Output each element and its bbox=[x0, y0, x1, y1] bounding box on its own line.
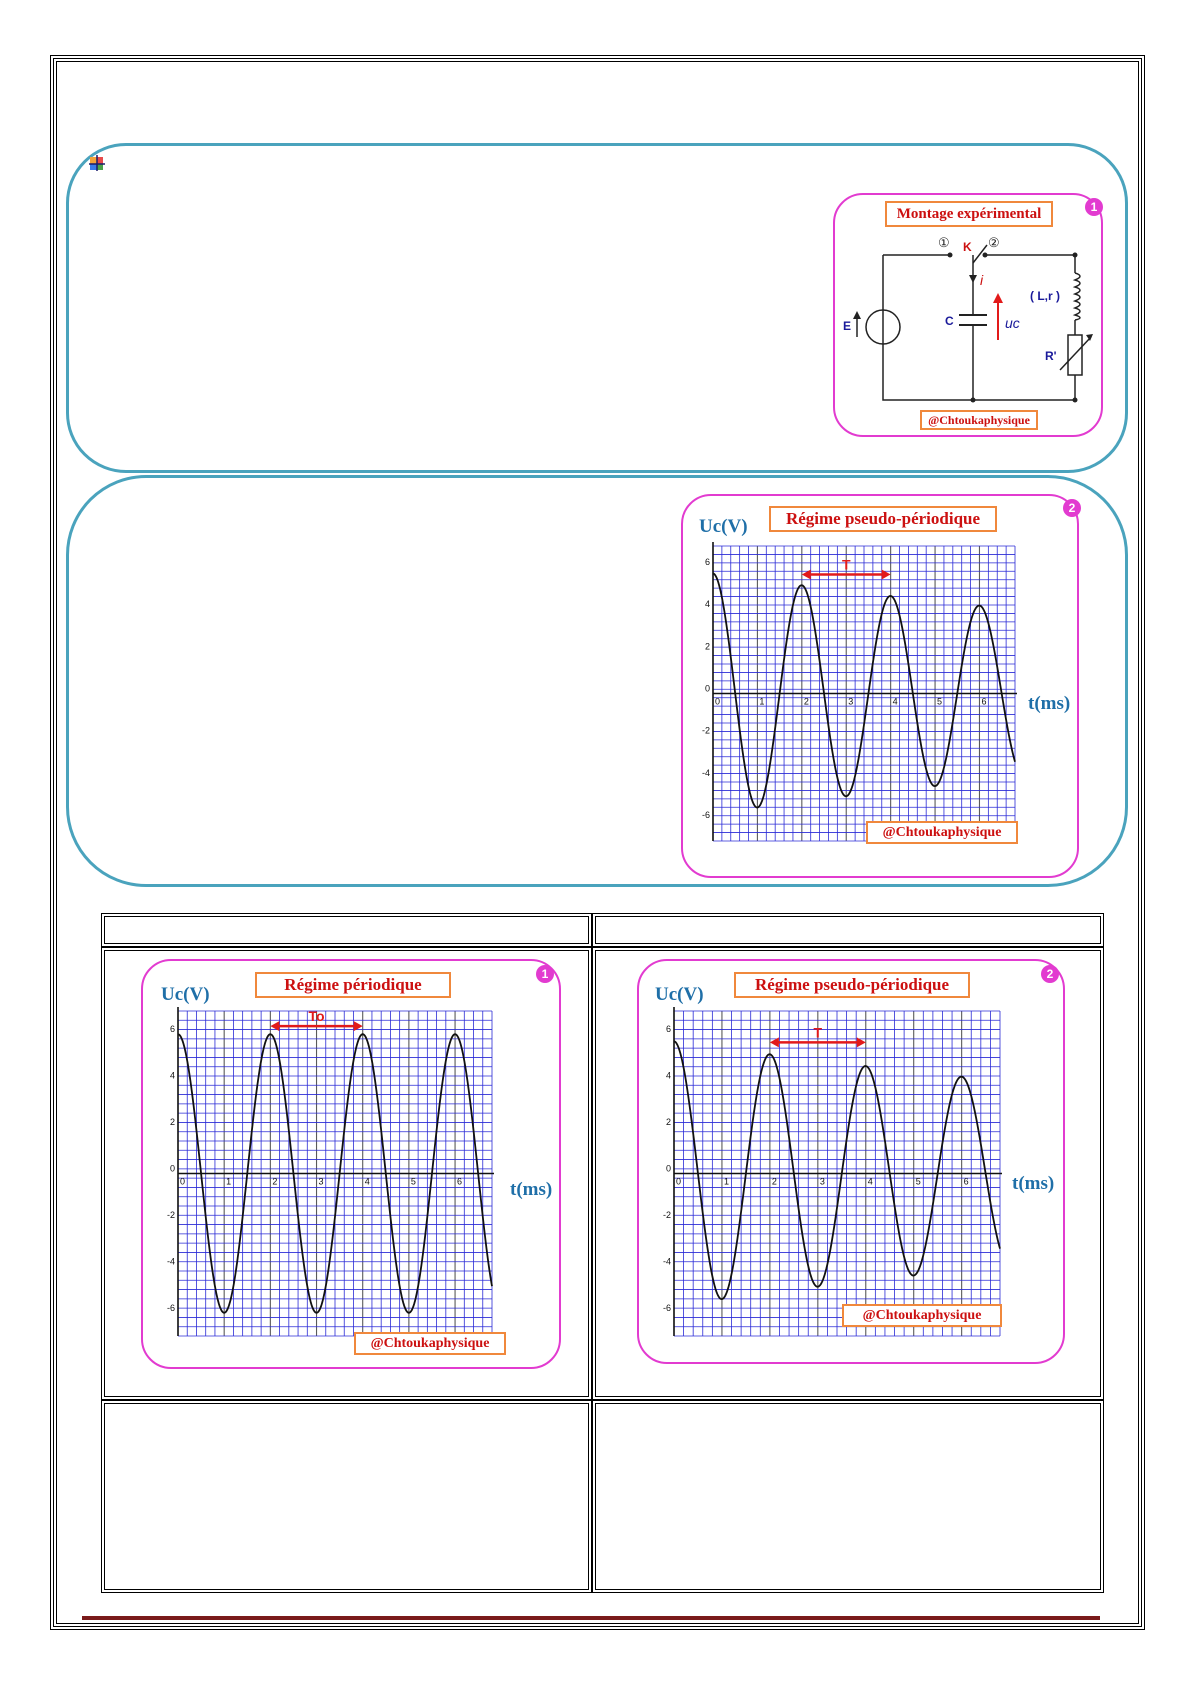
coil-symbol bbox=[1075, 273, 1080, 320]
period-label: To bbox=[308, 1008, 325, 1025]
figure-periodic bbox=[141, 959, 561, 1369]
y-tick-label: -4 bbox=[166, 1256, 175, 1267]
table-cell-answer-left bbox=[101, 1400, 592, 1593]
label-current: i bbox=[980, 272, 984, 288]
x-tick-label: 3 bbox=[848, 696, 854, 707]
x-tick-label: 2 bbox=[272, 1176, 278, 1187]
figure-number-badge: 1 bbox=[1085, 198, 1103, 216]
x-axis-label: t(ms) bbox=[510, 1179, 553, 1200]
switch-terminal-1 bbox=[948, 253, 953, 258]
x-tick-label: 5 bbox=[410, 1176, 416, 1187]
y-tick-label: -4 bbox=[662, 1256, 671, 1267]
y-tick-label: 6 bbox=[704, 557, 710, 568]
y-tick-label: -6 bbox=[701, 809, 710, 820]
y-tick-label: -4 bbox=[701, 767, 710, 778]
y-axis-label: Uc(V) bbox=[655, 984, 704, 1005]
oscillation-chart bbox=[699, 540, 1019, 845]
x-tick-label: 1 bbox=[226, 1176, 232, 1187]
x-tick-label: 1 bbox=[723, 1176, 729, 1187]
label-switch: K bbox=[963, 240, 972, 254]
x-tick-label: 0 bbox=[180, 1176, 186, 1187]
period-label: T bbox=[841, 556, 851, 573]
table-header-left bbox=[101, 913, 592, 947]
figure-pseudo-periodic-top bbox=[681, 494, 1079, 878]
label-capacitor: C bbox=[945, 314, 954, 328]
figure-number-badge: 2 bbox=[1041, 965, 1059, 983]
x-tick-label: 4 bbox=[364, 1176, 370, 1187]
y-tick-label: 0 bbox=[169, 1163, 175, 1174]
y-axis-label: Uc(V) bbox=[161, 984, 210, 1005]
credit-label: @Chtoukaphysique bbox=[866, 821, 1018, 844]
label-generator: E bbox=[843, 319, 852, 333]
switch-terminal-2 bbox=[983, 253, 988, 258]
bottom-rule bbox=[82, 1616, 1100, 1620]
x-tick-label: 5 bbox=[937, 696, 943, 707]
credit-label: @Chtoukaphysique bbox=[842, 1304, 1002, 1327]
figure-number-badge: 1 bbox=[536, 965, 554, 983]
figure-pseudo-periodic bbox=[637, 959, 1065, 1364]
y-tick-label: -6 bbox=[166, 1302, 175, 1313]
x-tick-label: 3 bbox=[819, 1176, 825, 1187]
y-tick-label: 6 bbox=[665, 1024, 671, 1035]
document-icon bbox=[88, 154, 106, 172]
figure-circuit bbox=[833, 193, 1103, 437]
figure-title: Régime périodique bbox=[255, 972, 451, 998]
y-tick-label: -2 bbox=[662, 1209, 671, 1220]
y-tick-label: 4 bbox=[665, 1070, 671, 1081]
period-label: T bbox=[813, 1024, 823, 1041]
x-axis-label: t(ms) bbox=[1012, 1173, 1055, 1194]
y-tick-label: 0 bbox=[665, 1163, 671, 1174]
x-tick-label: 3 bbox=[318, 1176, 324, 1187]
y-tick-label: -2 bbox=[701, 725, 710, 736]
x-tick-label: 2 bbox=[803, 696, 809, 707]
credit-label: @Chtoukaphysique bbox=[920, 410, 1038, 430]
y-tick-label: 6 bbox=[169, 1024, 175, 1035]
label-capacitor-voltage: uc bbox=[1005, 315, 1020, 331]
figure-title: Régime pseudo-périodique bbox=[769, 506, 997, 532]
circuit-diagram bbox=[835, 225, 1101, 425]
x-tick-label: 6 bbox=[981, 696, 987, 707]
credit-label: @Chtoukaphysique bbox=[354, 1332, 506, 1355]
figure-title: Montage expérimental bbox=[885, 201, 1053, 227]
x-tick-label: 4 bbox=[867, 1176, 873, 1187]
oscillation-chart bbox=[660, 1005, 1004, 1340]
y-tick-label: 2 bbox=[169, 1117, 175, 1128]
oscillation-chart bbox=[164, 1005, 496, 1340]
x-tick-label: 2 bbox=[771, 1176, 777, 1187]
label-coil: ( L,r ) bbox=[1030, 289, 1060, 303]
y-tick-label: 4 bbox=[704, 599, 710, 610]
y-tick-label: -2 bbox=[166, 1209, 175, 1220]
x-tick-label: 4 bbox=[892, 696, 898, 707]
x-tick-label: 5 bbox=[915, 1176, 921, 1187]
y-tick-label: 2 bbox=[704, 641, 710, 652]
x-tick-label: 6 bbox=[457, 1176, 463, 1187]
label-resistor: R' bbox=[1045, 349, 1057, 363]
y-tick-label: 4 bbox=[169, 1070, 175, 1081]
y-tick-label: 2 bbox=[665, 1117, 671, 1128]
x-tick-label: 1 bbox=[759, 696, 765, 707]
label-position-1: ① bbox=[938, 235, 950, 250]
label-position-2: ② bbox=[988, 235, 1000, 250]
figure-number-badge: 2 bbox=[1063, 499, 1081, 517]
figure-title: Régime pseudo-périodique bbox=[734, 972, 970, 998]
x-axis-label: t(ms) bbox=[1028, 693, 1071, 714]
y-tick-label: -6 bbox=[662, 1302, 671, 1313]
y-axis-label: Uc(V) bbox=[699, 516, 748, 537]
x-tick-label: 0 bbox=[715, 696, 721, 707]
x-tick-label: 0 bbox=[676, 1176, 682, 1187]
table-cell-answer-right bbox=[592, 1400, 1104, 1593]
x-tick-label: 6 bbox=[963, 1176, 969, 1187]
table-header-right bbox=[592, 913, 1104, 947]
y-tick-label: 0 bbox=[704, 683, 710, 694]
